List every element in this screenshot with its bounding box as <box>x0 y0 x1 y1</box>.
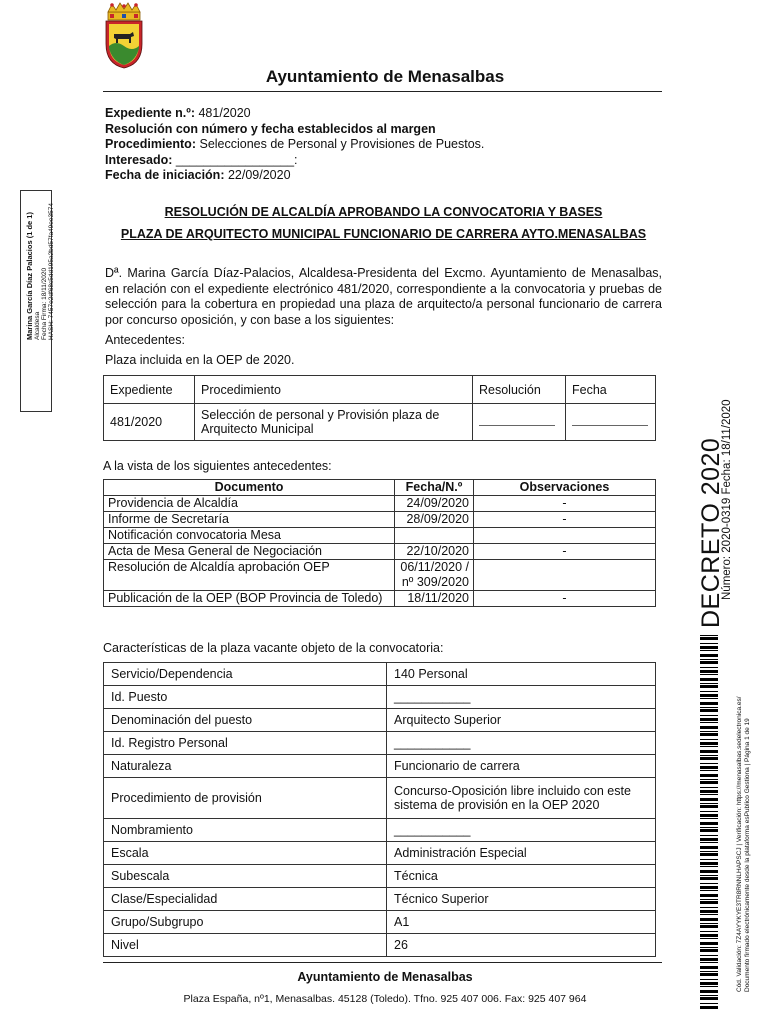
expediente-metadata <box>105 106 484 184</box>
resolution-subheading: PLAZA DE ARQUITECTO MUNICIPAL FUNCIONARIO DE CARRERA AYTO.MENASALBAS <box>120 227 647 241</box>
barcode-bar <box>700 918 718 921</box>
barcode-bar <box>700 979 718 980</box>
barcode-bar <box>700 750 718 753</box>
footer-organization: Ayuntamiento de Menasalbas <box>297 970 473 984</box>
barcode-bar <box>700 770 718 771</box>
table-row <box>104 404 656 441</box>
expediente-line <box>105 106 484 122</box>
barcode-bar <box>700 683 718 684</box>
header-divider <box>103 91 662 92</box>
table-header-cell: Expediente <box>104 376 195 404</box>
table-cell: Publicación de la OEP (BOP Provincia de Toledo) <box>104 591 395 607</box>
signature-hash: HASH: 7457e2df68c5dd195a2bd57fa49ee3574 <box>48 203 55 340</box>
validation-code: Cód. Validación: 7Z4AYYKYE3TR8RNNLHAPSCJ | Verificación: https://menasalbas.sedelectronica.es/ <box>736 696 743 992</box>
table-value-cell: ___________ <box>387 686 656 709</box>
procedimiento-value: Selecciones de Personal y Provisiones de Puestos. <box>199 137 485 151</box>
table-cell <box>474 528 656 544</box>
barcode-bar <box>700 851 718 852</box>
table-row <box>104 778 656 819</box>
barcode-bar <box>700 997 718 1000</box>
table-cell: - <box>474 496 656 512</box>
plaza-characteristics-table <box>103 662 656 957</box>
barcode-bar <box>700 862 718 865</box>
barcode-bar <box>700 685 718 688</box>
barcode-bar <box>700 691 718 692</box>
table-key-cell: Servicio/Dependencia <box>104 663 387 686</box>
barcode-bar <box>700 838 718 841</box>
barcode-bar <box>700 698 718 699</box>
table-value-cell: Administración Especial <box>387 842 656 865</box>
document-signed-note: Documento firmado electrónicamente desde la plataforma esPublico Gestiona | Página 1 de 19 <box>744 718 751 992</box>
barcode-bar <box>700 650 718 651</box>
table-value-cell: A1 <box>387 911 656 934</box>
barcode-bar <box>700 910 718 913</box>
barcode-bar <box>700 829 718 832</box>
barcode-bar <box>700 731 718 732</box>
barcode-bar <box>700 875 718 876</box>
barcode-bar <box>700 766 718 769</box>
table-cell: 18/11/2020 <box>395 591 474 607</box>
barcode-bar <box>700 890 718 891</box>
barcode-bar <box>700 822 718 825</box>
table-header-cell: Observaciones <box>474 480 656 496</box>
table-header-cell: Resolución <box>473 376 566 404</box>
expediente-table <box>103 375 656 441</box>
table-key-cell: Grupo/Subgrupo <box>104 911 387 934</box>
barcode-bar <box>700 742 718 745</box>
signature-date-hash <box>41 203 55 340</box>
barcode-bar <box>700 803 718 804</box>
barcode-bar <box>700 942 718 945</box>
table-row <box>104 934 656 957</box>
table-cell: - <box>474 512 656 528</box>
barcode-bar <box>700 757 718 760</box>
barcode-bar <box>700 995 718 996</box>
barcode-bar <box>700 914 718 915</box>
table-row <box>104 663 656 686</box>
barcode-bar <box>700 779 718 780</box>
barcode-bar <box>700 755 718 756</box>
resolution-heading: RESOLUCIÓN DE ALCALDÍA APROBANDO LA CONVOCATORIA Y BASES <box>164 205 603 219</box>
table-cell: 24/09/2020 <box>395 496 474 512</box>
barcode-bar <box>700 1006 718 1009</box>
expediente-value: 481/2020 <box>198 106 251 120</box>
table-row <box>104 686 656 709</box>
table-key-cell: Nivel <box>104 934 387 957</box>
table-key-cell: Procedimiento de provisión <box>104 778 387 819</box>
table-value-cell: Concurso-Oposición libre incluido con este sistema de provisión en la OEP 2020 <box>387 778 656 819</box>
barcode-bar <box>700 763 718 764</box>
table-value-cell: Técnico Superior <box>387 888 656 911</box>
table-cell: Providencia de Alcaldía <box>104 496 395 512</box>
signer-role: Alcaldesa <box>34 311 41 340</box>
table-header-row <box>104 376 656 404</box>
barcode-bar <box>700 637 718 640</box>
table-header-cell: Fecha <box>566 376 656 404</box>
barcode-bar <box>700 678 718 681</box>
barcode-bar <box>700 907 718 908</box>
table-row <box>104 732 656 755</box>
barcode-bar <box>700 674 718 675</box>
barcode-bar <box>700 947 718 948</box>
decreto-stamp: DECRETO 2020 <box>697 437 725 628</box>
barcode-bar <box>700 894 718 897</box>
table-cell: - <box>474 544 656 560</box>
table-cell: Informe de Secretaría <box>104 512 395 528</box>
barcode-bar <box>700 805 718 808</box>
table-key-cell: Escala <box>104 842 387 865</box>
expediente-label: Expediente n.º: <box>105 106 195 120</box>
table-value-cell: Funcionario de carrera <box>387 755 656 778</box>
table-row <box>104 755 656 778</box>
barcode-bar <box>700 774 718 777</box>
barcode-bar <box>700 739 718 740</box>
barcode-bar <box>700 973 718 976</box>
barcode-icon <box>700 635 718 1010</box>
table-cell: 06/11/2020 / nº 309/2020 <box>395 560 474 591</box>
decreto-number-date: Número: 2020-0319 Fecha: 18/11/2020 <box>721 399 733 600</box>
barcode-bar <box>700 702 718 705</box>
barcode-bar <box>700 670 718 673</box>
table-value-cell: 26 <box>387 934 656 957</box>
table-key-cell: Naturaleza <box>104 755 387 778</box>
table-cell-blank <box>473 404 566 441</box>
procedimiento-line <box>105 137 484 153</box>
table-cell: Acta de Mesa General de Negociación <box>104 544 395 560</box>
barcode-bar <box>700 934 718 937</box>
barcode-bar <box>700 859 718 860</box>
barcode-bar <box>700 694 718 697</box>
signature-date: Fecha Firma: 18/11/2020 <box>41 267 48 340</box>
table-value-cell: ___________ <box>387 819 656 842</box>
table-row <box>104 888 656 911</box>
table-cell: Resolución de Alcaldía aprobación OEP <box>104 560 395 591</box>
table-key-cell: Id. Registro Personal <box>104 732 387 755</box>
table-key-cell: Denominación del puesto <box>104 709 387 732</box>
barcode-bar <box>700 931 718 932</box>
barcode-bar <box>700 709 718 712</box>
barcode-bar <box>700 1003 718 1004</box>
barcode-bar <box>700 646 718 649</box>
vista-label: A la vista de los siguientes antecedentes: <box>103 459 332 473</box>
barcode-bar <box>700 955 718 956</box>
interesado-value: _________________: <box>175 152 298 167</box>
table-row <box>104 819 656 842</box>
footer-address: Plaza España, nº1, Menasalbas. 45128 (Toledo). Tfno. 925 407 006. Fax: 925 407 964 <box>183 993 587 1005</box>
barcode-bar <box>700 661 718 664</box>
intro-paragraph: Dª. Marina García Díaz-Palacios, Alcaldesa-Presidenta del Excmo. Ayuntamiento de Menasalbas, en relación con el expediente electrónico 481/2020, correspondiente a la convocatoria y pruebas de selección para la cobertura en propiedad una plaza de arquitecto/a personal funcionario de carrera por concurso oposición, y con base a los siguientes: <box>105 266 662 327</box>
barcode-bar <box>700 707 718 708</box>
barcode-bar <box>700 877 718 880</box>
barcode-bar <box>700 787 718 788</box>
resolucion-label: Resolución con número y fecha establecidos al margen <box>105 121 436 136</box>
barcode-bar <box>700 781 718 784</box>
table-row <box>104 528 656 544</box>
table-cell <box>474 560 656 591</box>
barcode-bar <box>700 962 718 963</box>
table-value-cell: Arquitecto Superior <box>387 709 656 732</box>
barcode-bar <box>700 794 718 795</box>
page-title: Ayuntamiento de Menasalbas <box>265 67 505 86</box>
barcode-bar <box>700 798 718 801</box>
caracteristicas-label: Características de la plaza vacante objeto de la convocatoria: <box>103 641 444 655</box>
barcode-bar <box>700 835 718 836</box>
barcode-bar <box>700 643 718 644</box>
table-cell <box>395 528 474 544</box>
antecedentes-label: Antecedentes: <box>105 333 185 347</box>
barcode-bar <box>700 659 718 660</box>
barcode-bar <box>700 958 718 961</box>
table-row <box>104 544 656 560</box>
table-row <box>104 842 656 865</box>
table-cell: 481/2020 <box>104 404 195 441</box>
table-cell: Selección de personal y Provisión plaza de Arquitecto Municipal <box>195 404 473 441</box>
barcode-bar <box>700 923 718 924</box>
signer-name: Marina García Díaz Palacios (1 de 1) <box>25 212 34 340</box>
barcode-bar <box>700 726 718 729</box>
footer-divider <box>103 962 662 963</box>
table-header-cell: Documento <box>104 480 395 496</box>
barcode-bar <box>700 949 718 952</box>
barcode-bar <box>700 990 718 993</box>
barcode-bar <box>700 966 718 969</box>
barcode-bar <box>700 818 718 819</box>
table-header-row <box>104 480 656 496</box>
table-cell-blank <box>566 404 656 441</box>
barcode-bar <box>700 811 718 812</box>
barcode-bar <box>700 718 718 721</box>
table-cell: 22/10/2020 <box>395 544 474 560</box>
table-row <box>104 512 656 528</box>
table-row <box>104 911 656 934</box>
table-header-cell: Fecha/N.º <box>395 480 474 496</box>
barcode-bar <box>700 899 718 900</box>
barcode-bar <box>700 870 718 873</box>
barcode-bar <box>700 982 718 985</box>
fecha-label: Fecha de iniciación: <box>105 168 225 182</box>
barcode-bar <box>700 746 718 747</box>
barcode-bar <box>700 938 718 939</box>
table-row <box>104 560 656 591</box>
barcode-bar <box>700 635 718 636</box>
barcode-bar <box>700 715 718 716</box>
barcode-bar <box>700 722 718 723</box>
barcode-bar <box>700 790 718 793</box>
table-key-cell: Clase/Especialidad <box>104 888 387 911</box>
table-cell: 28/09/2020 <box>395 512 474 528</box>
barcode-bar <box>700 886 718 889</box>
oep-note: Plaza incluida en la OEP de 2020. <box>105 353 295 367</box>
barcode-bar <box>700 901 718 904</box>
antecedentes-table <box>103 479 656 607</box>
table-value-cell: 140 Personal <box>387 663 656 686</box>
fecha-line <box>105 168 484 184</box>
procedimiento-label: Procedimiento: <box>105 137 196 151</box>
barcode-bar <box>700 986 718 987</box>
table-row <box>104 709 656 732</box>
blank-line <box>572 417 648 426</box>
barcode-bar <box>700 883 718 884</box>
table-value-cell: ___________ <box>387 732 656 755</box>
table-value-cell: Técnica <box>387 865 656 888</box>
table-row <box>104 496 656 512</box>
table-row <box>104 591 656 607</box>
table-header-cell: Procedimiento <box>195 376 473 404</box>
barcode-bar <box>700 827 718 828</box>
barcode-bar <box>700 853 718 856</box>
fecha-value: 22/09/2020 <box>227 168 291 182</box>
barcode-bar <box>700 971 718 972</box>
resolucion-line <box>105 122 484 138</box>
barcode-bar <box>700 733 718 736</box>
table-cell: Notificación convocatoria Mesa <box>104 528 395 544</box>
table-key-cell: Subescala <box>104 865 387 888</box>
blank-line <box>479 417 555 426</box>
barcode-bar <box>700 654 718 657</box>
barcode-bar <box>700 866 718 867</box>
municipal-crest-logo <box>100 2 148 70</box>
table-cell: - <box>474 591 656 607</box>
table-key-cell: Nombramiento <box>104 819 387 842</box>
table-key-cell: Id. Puesto <box>104 686 387 709</box>
interesado-line <box>105 153 484 169</box>
barcode-bar <box>700 814 718 817</box>
barcode-bar <box>700 667 718 668</box>
barcode-bar <box>700 842 718 843</box>
table-row <box>104 865 656 888</box>
barcode-bar <box>700 925 718 928</box>
barcode-bar <box>700 846 718 849</box>
interesado-label: Interesado: <box>105 152 173 167</box>
